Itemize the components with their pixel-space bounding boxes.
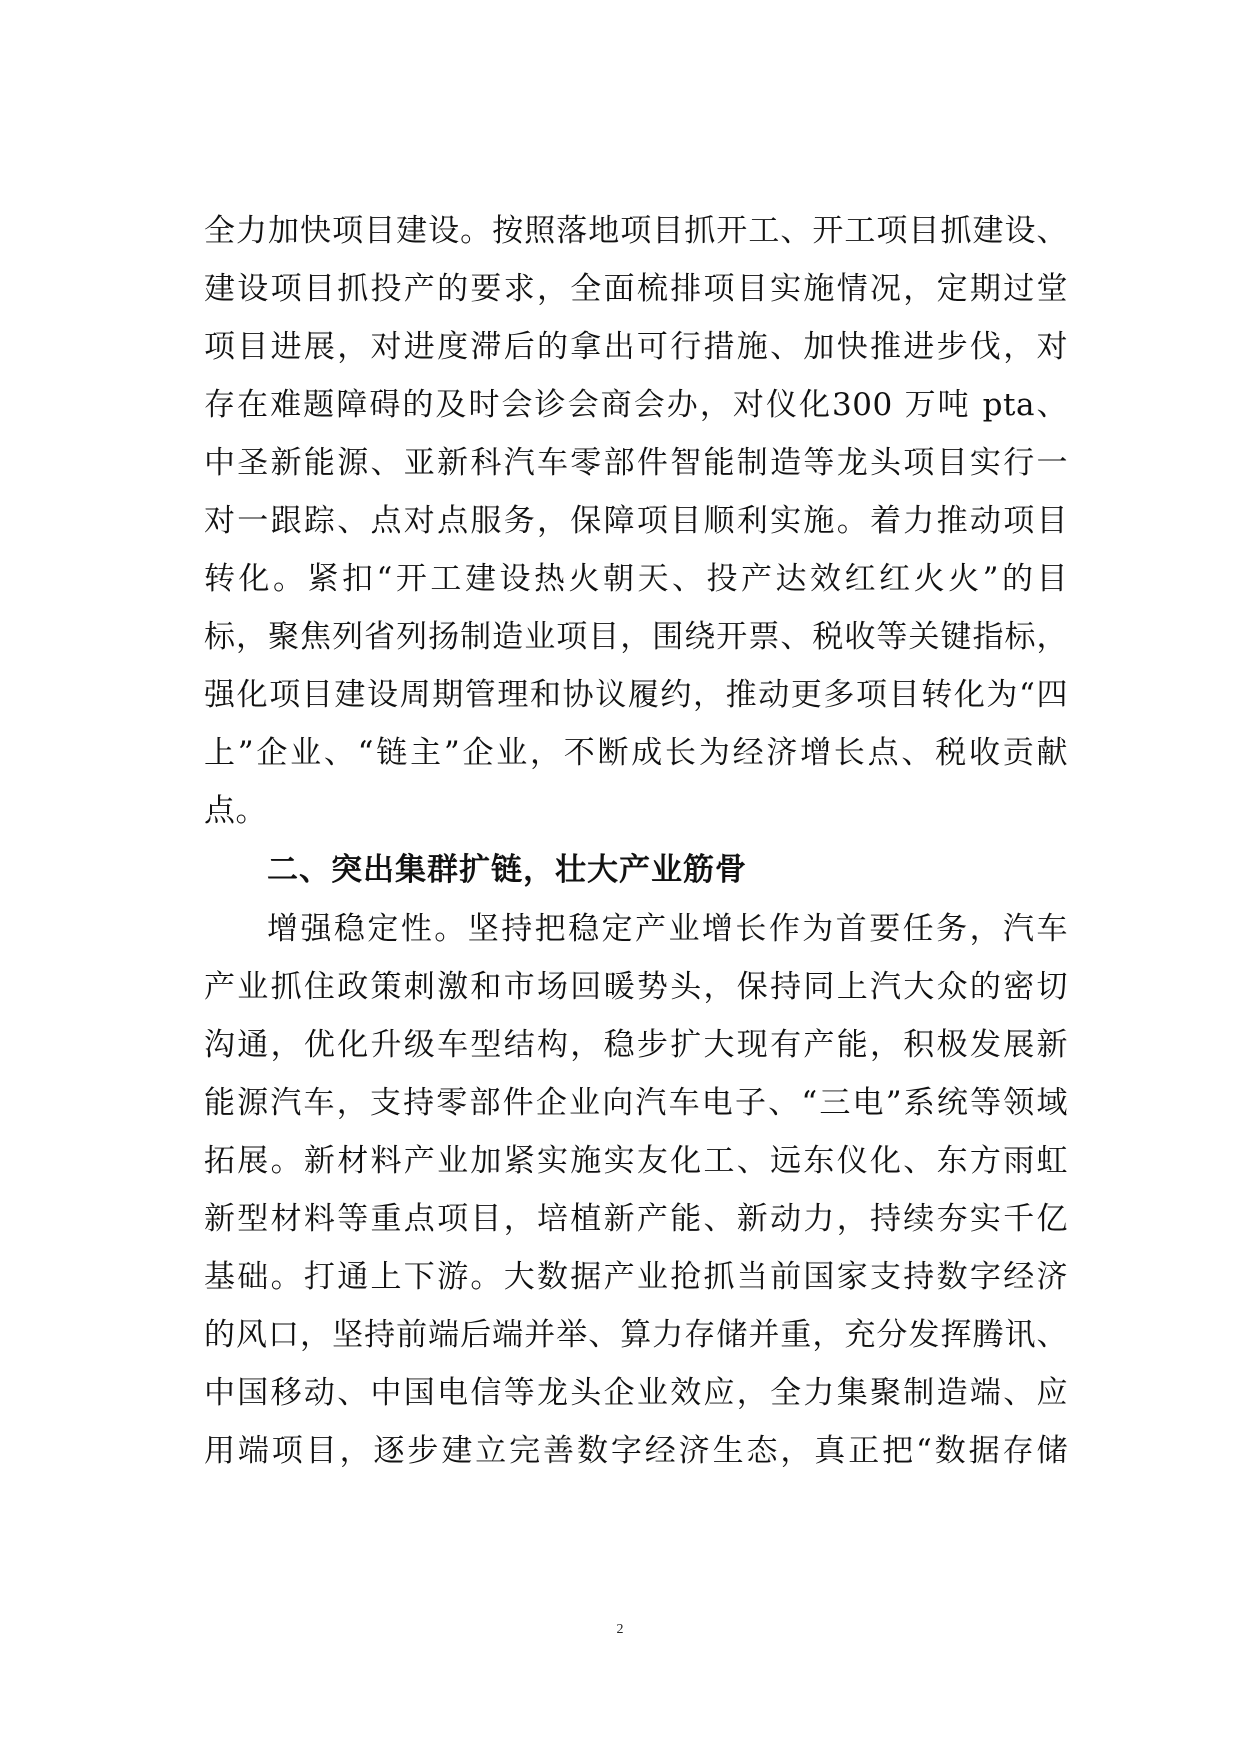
text-line: 项目进展，对进度滞后的拿出可行措施、加快推进步伐，对 <box>204 329 1068 365</box>
text-line: 存在难题障碍的及时会诊会商会办，对仪化300 万吨 pta、 <box>204 387 1068 423</box>
text-line: 标，聚焦列省列扬制造业项目，围绕开票、税收等关键指标， <box>204 619 1068 655</box>
text-line: 全力加快项目建设。按照落地项目抓开工、开工项目抓建设、 <box>204 213 1068 249</box>
text-line: 对一跟踪、点对点服务，保障项目顺利实施。着力推动项目 <box>204 503 1068 539</box>
text-line: 产业抓住政策刺激和市场回暖势头，保持同上汽大众的密切 <box>204 969 1068 1005</box>
text-line: 新型材料等重点项目，培植新产能、新动力，持续夯实千亿 <box>204 1201 1068 1237</box>
page-number: 2 <box>616 1622 624 1637</box>
text-line: 建设项目抓投产的要求，全面梳排项目实施情况，定期过堂 <box>204 271 1068 307</box>
text-line: 转化。紧扣“开工建设热火朝天、投产达效红红火火”的目 <box>204 561 1068 597</box>
text-line: 中国移动、中国电信等龙头企业效应，全力集聚制造端、应 <box>204 1375 1068 1411</box>
text-line: 点。 <box>204 793 267 829</box>
text-line: 基础。打通上下游。大数据产业抢抓当前国家支持数字经济 <box>204 1259 1068 1295</box>
text-line: 强化项目建设周期管理和协议履约，推动更多项目转化为“四 <box>204 677 1068 713</box>
text-line: 沟通，优化升级车型结构，稳步扩大现有产能，积极发展新 <box>204 1027 1068 1063</box>
text-line: 增强稳定性。坚持把稳定产业增长作为首要任务，汽车 <box>267 911 1068 947</box>
text-line: 上”企业、“链主”企业，不断成长为经济增长点、税收贡献 <box>204 735 1068 771</box>
text-line: 中圣新能源、亚新科汽车零部件智能制造等龙头项目实行一 <box>204 445 1068 481</box>
section-heading: 二、突出集群扩链，壮大产业筋骨 <box>267 852 747 888</box>
text-line: 能源汽车，支持零部件企业向汽车电子、“三电”系统等领域 <box>204 1085 1068 1121</box>
text-line: 用端项目，逐步建立完善数字经济生态，真正把“数据存储 <box>204 1433 1068 1469</box>
text-line: 拓展。新材料产业加紧实施实友化工、远东仪化、东方雨虹 <box>204 1143 1068 1179</box>
text-line: 的风口，坚持前端后端并举、算力存储并重，充分发挥腾讯、 <box>204 1317 1068 1353</box>
body-text <box>204 202 1068 1480</box>
